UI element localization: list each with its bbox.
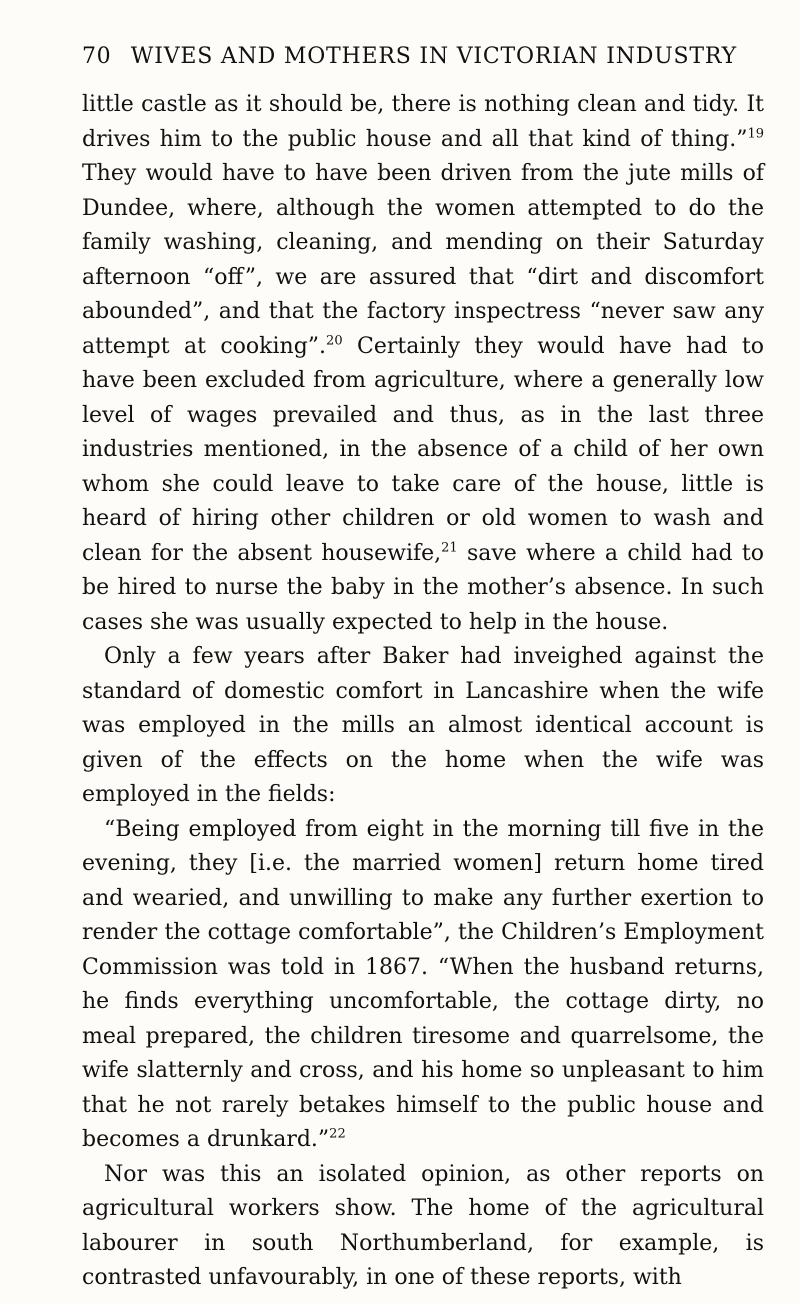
footnote-reference: 22 bbox=[329, 1126, 346, 1142]
text-run: They would have to have been driven from the jute mills of Dundee, where, although the women attempted to do the family washing, cleaning, and mending on their Saturday afternoon “off”, we are assured that “dirt and discomfort abounded”, and that the factory inspectress “never saw any attempt at cooking”. bbox=[82, 161, 764, 359]
paragraph bbox=[82, 88, 764, 640]
running-title: WIVES AND MOTHERS IN VICTORIAN INDUSTRY bbox=[130, 44, 737, 69]
text-run: Certainly they would have had to have been excluded from agriculture, where a generally low level of wages prevailed and thus, as in the last three industries mentioned, in the absence of a child of her own whom she could leave to take care of the house, little is heard of hiring other children or old women to wash and clean for the absent housewife, bbox=[82, 333, 765, 566]
text-run: “Being employed from eight in the morning till five in the evening, they [i.e. the married women] return home tired and wearied, and unwilling to make any further exertion to render the cottage comfortable”, the Children’s Employment Commission was told in 1867. “When the husband returns, he finds everything uncomfortable, the cottage dirty, no meal prepared, the children tiresome and quarrelsome, the wife slatternly and cross, and his home so unpleasant to him that he not rarely betakes himself to the public house and becomes a drunkard.” bbox=[82, 816, 764, 1152]
body-text bbox=[82, 88, 764, 1296]
text-run: Only a few years after Baker had inveighed against the standard of domestic comfort in Lancashire when the wife was employed in the mills an almost identical account is given of the effects on the home when the wife was employed in the fields: bbox=[82, 644, 764, 807]
paragraph bbox=[82, 640, 764, 813]
block-quote-paragraph bbox=[82, 813, 764, 1158]
page-number: 70 bbox=[82, 44, 112, 69]
book-page bbox=[82, 42, 764, 1296]
footnote-reference: 21 bbox=[441, 540, 458, 556]
footnote-reference: 19 bbox=[747, 126, 764, 142]
paragraph bbox=[82, 1158, 764, 1296]
text-run: Nor was this an isolated opinion, as other reports on agricultural workers show. The home of the agricultural labourer in south Northumberland, for example, is contrasted unfavourably, in one of these reports, with bbox=[82, 1161, 764, 1290]
text-run: save where a child had to be hired to nurse the baby in the mother’s absence. In such cases she was usually expected to help in the house. bbox=[82, 540, 764, 635]
running-header bbox=[82, 42, 764, 72]
footnote-reference: 20 bbox=[326, 333, 343, 349]
text-run: little castle as it should be, there is nothing clean and tidy. It drives him to the public house and all that kind of thing.” bbox=[82, 92, 764, 152]
